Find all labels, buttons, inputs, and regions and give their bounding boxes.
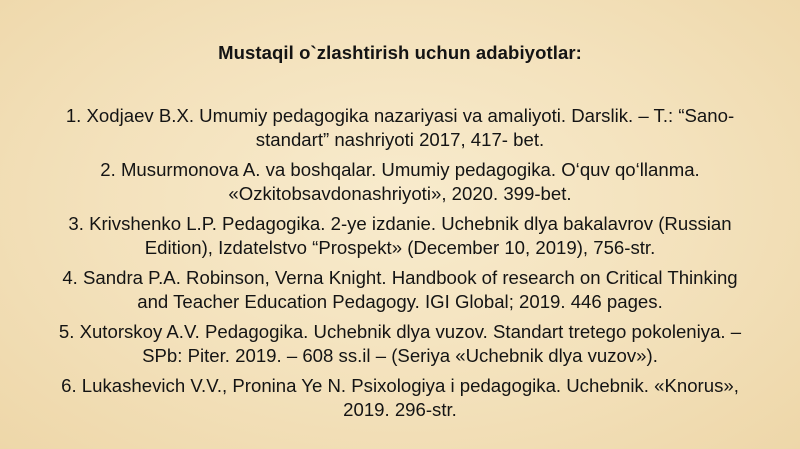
reference-item: [20, 374, 780, 422]
reference-line: 3. Krivshenko L.P. Pedagogika. 2-ye izdanie. Uchebnik dlya bakalavrov (Russian: [68, 213, 732, 234]
reference-item: [20, 158, 780, 206]
reference-line: 2019. 296-str.: [343, 399, 457, 420]
reference-item: [20, 266, 780, 314]
reference-line: standart” nashriyoti 2017, 417- bet.: [255, 129, 545, 150]
reference-line: and Teacher Education Pedagogy. IGI Global; 2019. 446 pages.: [137, 291, 663, 312]
reference-line: 5. Xutorskoy A.V. Pedagogika. Uchebnik dlya vuzov. Standart tretego pokoleniya. –: [58, 321, 742, 342]
slide-title: Mustaqil o`zlashtirish uchun adabiyotlar:: [218, 42, 582, 63]
reference-line: SPb: Piter. 2019. – 608 ss.il – (Seriya «Uchebnik dlya vuzov»).: [142, 345, 658, 366]
reference-item: [20, 212, 780, 260]
reference-line: 6. Lukashevich V.V., Pronina Ye N. Psixologiya i pedagogika. Uchebnik. «Knorus»,: [61, 375, 739, 396]
reference-item: [20, 104, 780, 152]
reference-list: [20, 104, 780, 428]
reference-line: «Ozkitobsavdonashriyoti», 2020. 399-bet.: [228, 183, 572, 204]
reference-line: 4. Sandra P.A. Robinson, Verna Knight. Handbook of research on Critical Thinking: [62, 267, 738, 288]
reference-line: 1. Xodjaev B.X. Umumiy pedagogika nazariyasi va amaliyoti. Darslik. – T.: “Sano-: [65, 105, 735, 126]
reference-line: 2. Musurmonova A. va boshqalar. Umumiy pedagogika. O‘quv qo‘llanma.: [100, 159, 700, 180]
reference-item: [20, 320, 780, 368]
reference-line: Edition), Izdatelstvo “Prospekt» (December 10, 2019), 756-str.: [144, 237, 656, 258]
